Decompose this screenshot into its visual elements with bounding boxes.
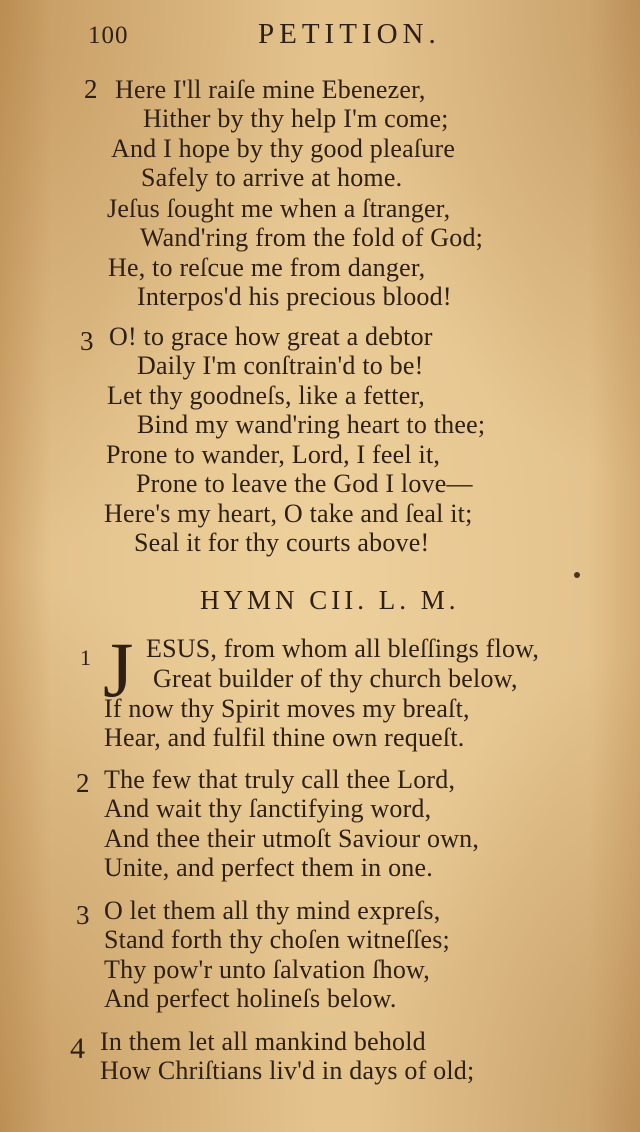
drop-cap: J — [103, 626, 134, 713]
verse-line: How Chriſtians liv'd in days of old; — [100, 1056, 475, 1085]
verse-line: O! to grace how great a debtor — [109, 322, 433, 351]
verse-line: Hither by thy help I'm come; — [143, 104, 449, 133]
verse-line: Bind my wand'ring heart to thee; — [137, 410, 486, 439]
verse-line: Unite, and perfect them in one. — [104, 853, 433, 882]
verse-line: Hear, and fulfil thine own requeſt. — [104, 723, 465, 752]
verse-line: Jeſus ſought me when a ſtranger, — [107, 194, 451, 223]
verse-line: The few that truly call thee Lord, — [104, 765, 456, 794]
verse-line: In them let all mankind behold — [100, 1027, 426, 1056]
verse-line: Wand'ring from the fold of God; — [140, 223, 484, 252]
verse-line: Safely to arrive at home. — [141, 163, 403, 192]
verse-line: Seal it for thy courts above! — [134, 528, 430, 557]
verse-line: And wait thy ſanctifying word, — [104, 794, 432, 823]
page-number: 100 — [88, 22, 129, 49]
verse-line: He, to reſcue me from danger, — [108, 253, 426, 282]
verse-line: Here I'll raiſe mine Ebenezer, — [115, 75, 426, 104]
verse-line: ESUS, from whom all bleſſings flow, — [146, 634, 540, 663]
verse-line: And I hope by thy good pleaſure — [111, 134, 456, 163]
verse-line: Prone to leave the God I love— — [136, 469, 473, 498]
verse-number: 2 — [76, 768, 90, 798]
running-head: PETITION. — [258, 18, 441, 50]
verse-line: And perfect holineſs below. — [104, 984, 397, 1013]
verse-line: Daily I'm conſtrain'd to be! — [137, 351, 424, 380]
verse-number: 1 — [80, 645, 91, 670]
verse-line: Prone to wander, Lord, I feel it, — [106, 440, 441, 469]
verse-line: Let thy goodneſs, like a fetter, — [107, 381, 425, 410]
verse-line: Great builder of thy church below, — [153, 664, 518, 693]
verse-line: Here's my heart, O take and ſeal it; — [104, 499, 473, 528]
verse-line: Interpos'd his precious blood! — [137, 282, 452, 311]
verse-line: Thy pow'r unto ſalvation ſhow, — [104, 955, 431, 984]
ink-speck — [574, 572, 580, 578]
verse-number: 2 — [84, 74, 98, 104]
verse-line: If now thy Spirit moves my breaſt, — [104, 694, 470, 723]
verse-number: 3 — [80, 326, 94, 356]
verse-line: Stand forth thy choſen witneſſes; — [104, 925, 450, 954]
hymn-title: HYMN CII. L. M. — [200, 585, 460, 615]
verse-number: 3 — [76, 900, 90, 930]
verse-line: O let them all thy mind expreſs, — [104, 896, 441, 925]
verse-line: And thee their utmoſt Saviour own, — [104, 824, 480, 853]
verse-number: 4 — [70, 1032, 85, 1065]
